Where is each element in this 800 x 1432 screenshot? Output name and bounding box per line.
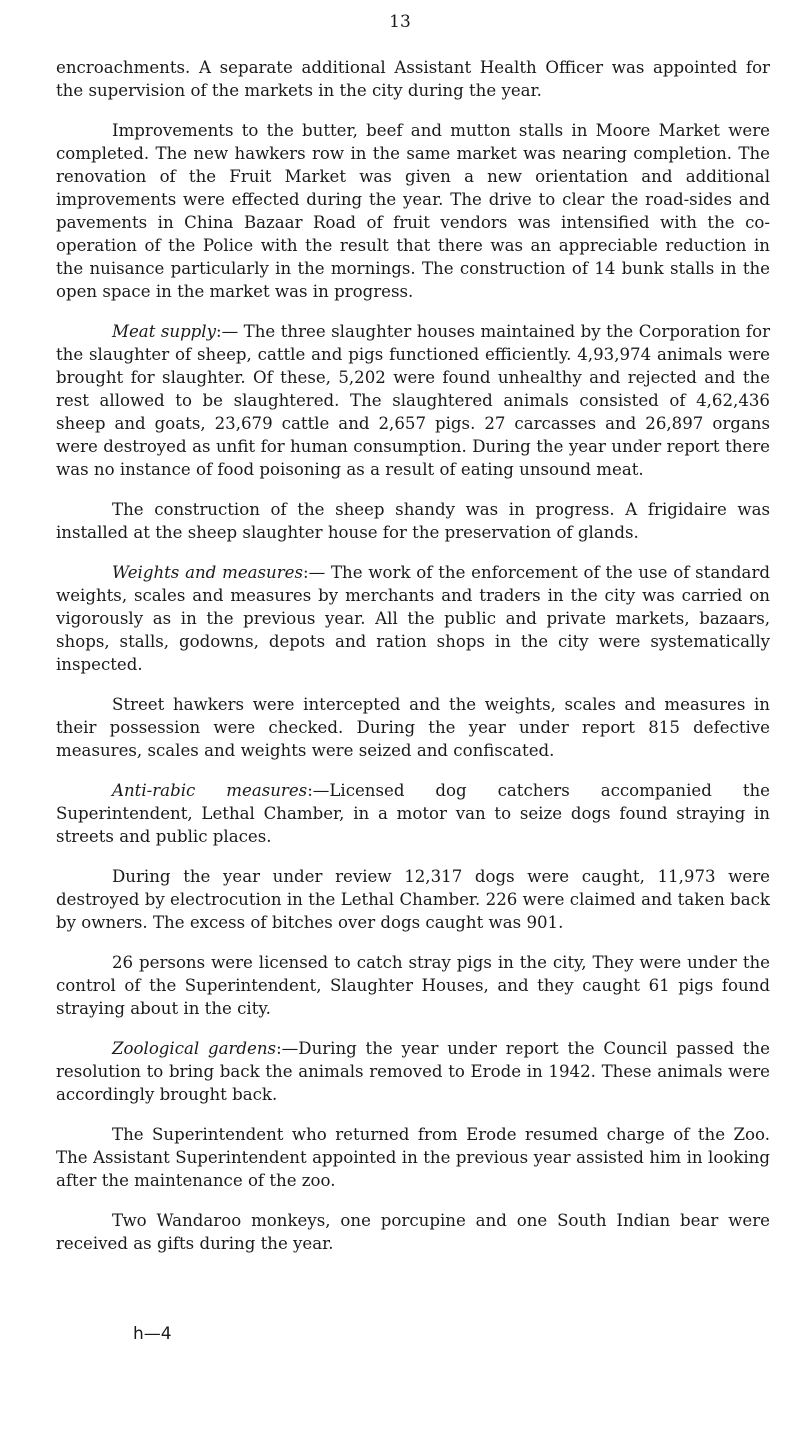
paragraph-stray-pigs	[56, 951, 770, 1020]
paragraph-zoo-superintendent	[56, 1123, 770, 1192]
paragraph-text: Improvements to the butter, beef and mutton stalls in Moore Market were completed. The new hawkers row in the same market was nearing completion. The renovation of the Fruit Market was given a new orientation and additional improvements were effected during the year. The drive to clear the road-sides and pavements in China Bazaar Road of fruit vendors was intensified with the co-operation of the Police with the result that there was an appreciable reduction in the nuisance particularly in the mornings. The construction of 14 bunk stalls in the open space in the market was in progress.	[56, 121, 770, 301]
paragraph-text: The Superintendent who returned from Erode resumed charge of the Zoo. The Assistant Superintendent appointed in the previous year assisted him in looking after the maintenance of the zoo.	[56, 1125, 770, 1190]
footer-signature-mark: h—4	[133, 1324, 172, 1344]
section-heading-zoological-gardens: Zoological gardens	[112, 1039, 277, 1058]
page-number: 13	[389, 12, 411, 32]
paragraph-text: :— The three slaughter houses maintained by the Corporation for the slaughter of sheep, cattle and pigs functioned efficiently. 4,93,974 animals were brought for slaughter. Of these, 5,202 were found unhealthy and rejected and the rest allowed to be slaughtered. The slaughtered animals consisted of 4,62,436 sheep and goats, 23,679 cattle and 2,657 pigs. 27 carcasses and 26,897 organs were destroyed as unfit for human consumption. During the year under report there was no instance of food poisoning as a result of eating unsound meat.	[56, 322, 771, 479]
paragraph-text: 26 persons were licensed to catch stray pigs in the city, They were under the control of the Superintendent, Slaughter Houses, and they caught 61 pigs found straying about in the city.	[56, 953, 770, 1018]
paragraph-text: :—Licensed dog catchers accompanied the Superintendent, Lethal Chamber, in a motor van to seize dogs found straying in streets and public places.	[56, 781, 770, 846]
section-heading-anti-rabic: Anti-rabic measures	[112, 781, 308, 800]
paragraph-street-hawkers	[56, 693, 770, 762]
paragraph-text: Street hawkers were intercepted and the weights, scales and measures in their possession were checked. During the year under report 815 defective measures, scales and weights were seized and confiscated.	[56, 695, 770, 760]
paragraph-weights-measures	[56, 561, 770, 676]
paragraph-markets-officer	[56, 56, 770, 102]
section-heading-meat-supply: Meat supply	[112, 322, 216, 341]
section-heading-weights-measures: Weights and measures	[112, 563, 304, 582]
paragraph-meat-supply	[56, 320, 770, 481]
paragraph-anti-rabic	[56, 779, 770, 848]
paragraph-sheep-shandy	[56, 498, 770, 544]
paragraph-text: The construction of the sheep shandy was in progress. A frigidaire was installed at the sheep slaughter house for the preservation of glands.	[56, 500, 770, 542]
paragraph-moore-market	[56, 119, 770, 303]
paragraph-dogs-caught	[56, 865, 770, 934]
body-text	[56, 56, 770, 1272]
paragraph-zoological-gardens	[56, 1037, 770, 1106]
paragraph-text: Two Wandaroo monkeys, one porcupine and one South Indian bear were received as gifts during the year.	[56, 1211, 770, 1253]
paragraph-text: :—During the year under report the Council passed the resolution to bring back the animals removed to Erode in 1942. These animals were accordingly brought back.	[56, 1039, 770, 1104]
paragraph-text: During the year under review 12,317 dogs were caught, 11,973 were destroyed by electrocution in the Lethal Chamber. 226 were claimed and taken back by owners. The excess of bitches over dogs caught was 901.	[56, 867, 770, 932]
paragraph-text: :— The work of the enforcement of the use of standard weights, scales and measures by merchants and traders in the city was carried on vigorously as in the previous year. All the public and private markets, bazaars, shops, stalls, godowns, depots and ration shops in the city were systematically inspected.	[56, 563, 770, 674]
paragraph-gifts	[56, 1209, 770, 1255]
paragraph-text: encroachments. A separate additional Assistant Health Officer was appointed for the supervision of the markets in the city during the year.	[56, 58, 770, 100]
